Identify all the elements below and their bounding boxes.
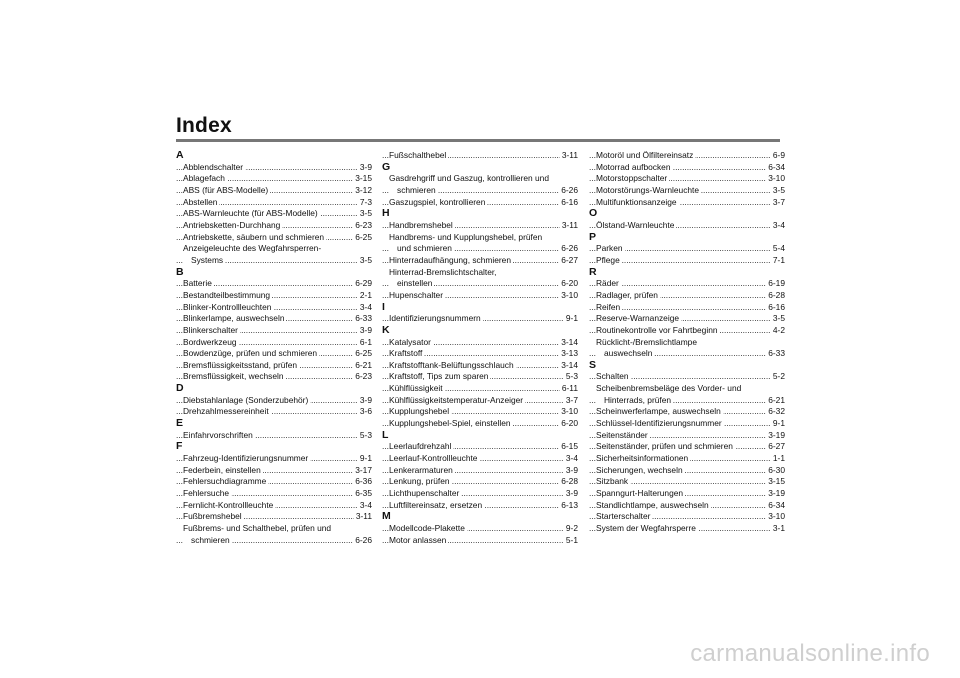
index-entry-text: schmieren [183,535,232,545]
index-entry-text: Anzeigeleuchte des Wegfahrsperren- [183,243,322,254]
index-entry-page: 4-2 [772,324,785,335]
index-entry [382,150,578,162]
index-entry [382,476,578,488]
index-letter-heading: R [589,265,597,278]
index-entry [382,255,578,267]
index-entry [382,360,578,372]
index-entry-text: Fußbremshebel [183,511,242,522]
index-entry-page: 3-10 [768,511,785,522]
index-entry-text: Hinterrad-Bremslichtschalter, [389,266,497,277]
index-letter-heading: B [176,265,184,278]
index-entry-page: 6-13 [561,499,578,510]
index-entry-text: Radlager, prüfen [596,289,658,300]
index-entry-text: Fahrzeug-Identifizierungsnummer [183,453,309,464]
index-entry [589,325,785,337]
index-entry-text: Gasdrehgriff und Gaszug, kontrollieren und [389,173,549,184]
index-entry [382,453,578,465]
index-entry [382,535,578,547]
index-entry-page: 9-2 [565,523,578,533]
index-entry-text: Kühlflüssigkeitstemperatur-Anzeiger [389,394,524,405]
index-entry-text: Leerlaufdrehzahl [389,441,452,452]
index-entry-text: Kraftstoff [389,348,423,359]
index-entry [176,395,372,407]
index-entry-page: 5-1 [565,534,578,545]
index-entry-page: 6-28 [768,289,785,300]
index-entry [176,348,372,360]
index-entry [176,476,372,488]
index-column-1 [176,150,372,546]
index-entry-text: schmieren [389,185,438,195]
index-entry-page: 6-26 [561,184,578,195]
index-entry [382,220,578,232]
index-entry-text: Multifunktionsanzeige [596,196,677,207]
index-entry-page: 6-30 [768,464,785,475]
index-entry [176,208,372,220]
index-entry-text: ABS (für ABS-Modelle) [183,184,269,195]
index-entry-text: auswechseln [596,348,654,358]
index-entry [176,220,372,232]
index-entry [589,302,785,314]
index-entry-page: 3-4 [565,453,578,464]
index-letter-heading: M [382,510,391,523]
index-entry-page: 3-5 [772,313,785,324]
index-column-3 [589,150,785,535]
index-entry-page: 6-36 [355,476,372,487]
index-entry [589,395,785,407]
index-entry-page: 3-5 [359,208,372,219]
index-entry-text: Systems [183,255,225,265]
index-entry-page: 3-5 [359,254,372,265]
index-entry-page: 3-13 [561,348,578,359]
index-letter-heading: E [176,417,184,430]
index-entry [176,500,372,512]
index-entry-text: Räder [596,278,619,289]
index-entry-page: 6-27 [768,441,785,452]
index-entry [176,173,372,185]
index-entry-text: Bremsflüssigkeitsstand, prüfen [183,359,298,370]
index-entry-page: 6-27 [561,254,578,265]
index-entry-text: Handbrems- und Kupplungshebel, prüfen [389,231,543,242]
index-entry [589,290,785,302]
index-entry [176,511,372,523]
index-entry-page: 3-19 [768,429,785,440]
index-entry-text: Leerlauf-Kontrollleuchte [389,453,478,464]
index-entry [176,290,372,302]
index-entry [176,255,372,267]
index-entry-text: Seitenständer, prüfen und schmieren [596,441,733,452]
index-entry-text: Lichthupenschalter [389,488,460,499]
index-entry-page: 3-10 [561,406,578,417]
index-entry-page: 6-29 [355,278,372,289]
index-entry-page: 3-1 [772,523,785,533]
index-entry-text: Abblendschalter [183,161,244,172]
index-entry-text: Lenkung, prüfen [389,476,450,487]
index-entry-text: Standlichtlampe, auswechseln [596,499,709,510]
index-entry-text: Lenkerarmaturen [389,464,453,475]
index-entry-text: Fußschalthebel [389,150,447,160]
index-entry [589,511,785,523]
index-entry-text: Fehlersuchdiagramme [183,476,267,487]
index-entry-page: 6-21 [768,394,785,405]
index-entry [176,302,372,314]
index-entry-page: 3-9 [565,488,578,499]
index-entry [382,337,578,349]
index-entry [382,465,578,477]
index-entry-page: 3-19 [768,488,785,499]
index-entry [589,243,785,255]
index-entry [176,453,372,465]
index-entry-page: 7-1 [772,254,785,265]
index-entry-page: 3-14 [561,336,578,347]
index-entry-page: 6-33 [355,313,372,324]
index-entry [176,313,372,325]
index-entry-text: Kraftstofftank-Belüftungsschlauch [389,359,514,370]
index-entry-text: Gaszugspiel, kontrollieren [389,196,486,207]
index-entry-page: 3-6 [359,406,372,417]
index-entry-page: 3-4 [772,219,785,230]
index-entry-page: 6-16 [561,196,578,207]
index-entry [382,418,578,430]
index-entry [176,162,372,174]
index-entry-page: 3-9 [565,464,578,475]
index-entry [176,406,372,418]
index-entry-page: 3-4 [359,301,372,312]
index-entry [382,348,578,360]
index-entry-page: 3-7 [565,394,578,405]
index-letter-heading: A [176,149,184,161]
index-entry-text: Ölstand-Warnleuchte [596,219,675,230]
index-entry-text: Luftfiltereinsatz, ersetzen [389,499,483,510]
index-entry-page: 3-11 [355,511,372,522]
index-entry-page: 3-10 [768,173,785,184]
index-entry-text: Motorstoppschalter [596,173,668,184]
index-entry-page: 6-25 [355,348,372,359]
index-entry-page: 3-11 [561,150,578,160]
index-entry-text: Sitzbank [596,476,629,487]
index-entry-page: 6-32 [768,406,785,417]
index-letter-heading: H [382,207,390,220]
index-entry [589,418,785,430]
index-entry-text: Seitenständer [596,429,648,440]
index-entry-text: Drehzahlmessereinheit [183,406,269,417]
index-entry-text: Hinterradaufhängung, schmieren [389,254,511,265]
index-entry-page: 3-15 [355,173,372,184]
index-entry-page: 3-9 [359,324,372,335]
index-entry-text: und schmieren [389,243,454,253]
index-entry-text: Blinkerschalter [183,324,238,335]
index-entry [176,465,372,477]
index-entry-text: Scheibenbremsbeläge des Vorder- und [596,383,742,394]
index-entry-text: Batterie [183,278,212,289]
index-entry [382,523,578,535]
index-entry-page: 6-34 [768,499,785,510]
index-entry [382,278,578,290]
index-entry [382,313,578,325]
index-entry-text: einstellen [389,278,434,288]
index-entry [176,278,372,290]
index-entry-text: Motor anlassen [389,534,447,545]
index-entry-page: 6-25 [355,231,372,242]
index-entry [176,185,372,197]
index-entry-text: Schlüssel-Identifizierungsnummer [596,418,722,429]
index-entry-text: Reifen [596,301,621,312]
index-entry [382,500,578,512]
index-entry [176,488,372,500]
index-entry [176,337,372,349]
index-entry [176,535,372,547]
index-entry [382,441,578,453]
index-entry [589,197,785,209]
index-entry-text: Scheinwerferlampe, auswechseln [596,406,721,417]
index-entry [589,523,785,535]
index-entry-page: 6-20 [561,278,578,289]
index-entry-text: Spanngurt-Halterungen [596,488,684,499]
index-entry-page: 6-9 [772,150,785,160]
index-entry-page: 3-14 [561,359,578,370]
index-entry-page: 3-17 [355,464,372,475]
index-entry [589,453,785,465]
index-entry-page: 6-11 [561,383,578,394]
index-entry-text: Diebstahlanlage (Sonderzubehör) [183,394,309,405]
index-entry-text: Starterschalter [596,511,651,522]
index-entry [382,406,578,418]
index-entry-page: 6-19 [768,278,785,289]
index-entry-text: Motoröl und Ölfiltereinsatz [596,150,694,160]
index-entry [589,500,785,512]
index-entry [176,360,372,372]
index-entry [589,278,785,290]
index-letter-heading: K [382,323,390,336]
index-entry-text: Kühlflüssigkeit [389,383,443,394]
index-entry [176,430,372,442]
index-entry-text: Handbremshebel [389,219,453,230]
index-entry-text: Sicherheitsinformationen [596,453,689,464]
index-entry-text: Reserve-Warnanzeige [596,313,680,324]
index-entry [589,313,785,325]
watermark: carmanualsonline.info [690,640,930,667]
index-entry-text: System der Wegfahrsperre [596,523,696,533]
index-letter-heading: F [176,440,183,453]
index-letter-heading: D [176,382,184,395]
index-entry-text: Einfahrvorschriften [183,429,253,440]
index-entry-text: Sicherungen, wechseln [596,464,683,475]
index-entry-page: 7-3 [359,196,372,207]
index-entry [176,232,372,244]
index-entry [382,185,578,197]
index-entry-text: Antriebsketten-Durchhang [183,219,281,230]
index-entry [382,371,578,383]
index-entry [589,220,785,232]
index-entry-page: 3-9 [359,394,372,405]
index-entry-page: 2-1 [359,289,372,300]
index-entry-page: 6-33 [768,348,785,359]
index-entry-text: Hupenschalter [389,289,444,300]
index-entry [382,383,578,395]
index-entry-text: Motorrad aufbocken [596,161,671,172]
index-entry-page: 6-23 [355,371,372,382]
index-entry-page: 3-15 [768,476,785,487]
index-entry [589,465,785,477]
index-entry [589,150,785,162]
index-entry [176,371,372,383]
index-entry-page: 6-26 [561,243,578,254]
index-entry-page: 3-10 [561,289,578,300]
index-entry-text: Bowdenzüge, prüfen und schmieren [183,348,318,359]
index-entry [589,173,785,185]
page-title: Index [176,114,232,137]
index-entry-page: 6-20 [561,418,578,429]
title-rule [176,139,780,142]
index-letter-heading: S [589,358,597,371]
index-entry-text: Antriebskette, säubern und schmieren [183,231,325,242]
index-entry-page: 6-23 [355,219,372,230]
index-entry-text: Modellcode-Plakette [389,523,465,533]
index-entry-text: Bestandteilbestimmung [183,289,271,300]
index-entry [589,348,785,360]
index-letter-heading: G [382,160,391,173]
index-entry-page: 6-1 [359,336,372,347]
index-entry-text: Motorstörungs-Warnleuchte [596,184,700,195]
index-entry [589,476,785,488]
index-entry-page: 9-1 [772,418,785,429]
index-entry-text: Kupplungshebel-Spiel, einstellen [389,418,511,429]
index-entry-page: 6-26 [355,534,372,545]
index-entry [589,371,785,383]
index-entry-text: Federbein, einstellen [183,464,261,475]
index-entry-text: Kraftstoff, Tips zum sparen [389,371,489,382]
index-entry [589,430,785,442]
index-entry-text: Fußbrems- und Schalthebel, prüfen und [183,523,332,533]
index-entry-page: 5-2 [772,371,785,382]
index-entry-page: 5-3 [359,429,372,440]
index-letter-heading: L [382,428,389,441]
index-entry-text: Pflege [596,254,620,265]
index-entry-text: Identifizierungsnummern [389,313,481,324]
index-entry-text: Ablagefach [183,173,225,184]
index-entry-text: Katalysator [389,336,431,347]
index-entry-page: 6-21 [355,359,372,370]
index-entry-page: 3-12 [355,184,372,195]
index-entry [382,197,578,209]
index-entry [589,441,785,453]
index-entry-text: Bordwerkzeug [183,336,237,347]
index-entry-page: 3-7 [772,196,785,207]
index-entry [589,255,785,267]
index-entry-page: 3-11 [561,219,578,230]
index-entry-text: Fehlersuche [183,488,230,499]
index-letter-heading: I [382,300,385,313]
index-entry-page: 6-15 [561,441,578,452]
index-letter-heading: O [589,207,598,220]
index-entry-page: 9-1 [565,313,578,324]
index-entry [176,325,372,337]
index-entry-text: Abstellen [183,196,218,207]
index-entry-text: Schalten [596,371,629,382]
index-entry-text: Fernlicht-Kontrollleuchte [183,499,274,510]
index-entry-text: Hinterrads, prüfen [596,395,673,405]
index-entry-page: 1-1 [772,453,785,464]
index-entry [382,243,578,255]
index-entry [382,290,578,302]
index-entry-page: 6-35 [355,488,372,499]
index-entry-page: 5-3 [565,371,578,382]
index-entry-page: 5-4 [772,243,785,254]
index-entry-text: Parken [596,243,623,254]
index-entry-text: Bremsflüssigkeit, wechseln [183,371,284,382]
index-entry [176,197,372,209]
index-entry-text: Rücklicht-/Bremslichtlampe [596,336,697,347]
index-entry-text: Routinekontrolle vor Fahrtbeginn [596,324,718,335]
index-entry [382,395,578,407]
index-entry [589,162,785,174]
index-column-2 [382,150,578,546]
index-entry-page: 6-16 [768,301,785,312]
index-entry-text: Kupplungshebel [389,406,450,417]
index-letter-heading: P [589,230,597,243]
index-entry [589,185,785,197]
index-entry [589,406,785,418]
index-entry-text: Blinker-Kontrollleuchten [183,301,272,312]
index-entry-page: 3-4 [359,499,372,510]
index-entry-text: Blinkerlampe, auswechseln [183,313,285,324]
index-entry-page: 3-5 [772,184,785,195]
index-entry-page: 9-1 [359,453,372,464]
index-entry-text: ABS-Warnleuchte (für ABS-Modelle) [183,208,318,219]
index-entry [589,488,785,500]
index-entry [382,488,578,500]
index-entry-page: 3-9 [359,161,372,172]
index-entry-page: 6-28 [561,476,578,487]
index-entry-page: 6-34 [768,161,785,172]
